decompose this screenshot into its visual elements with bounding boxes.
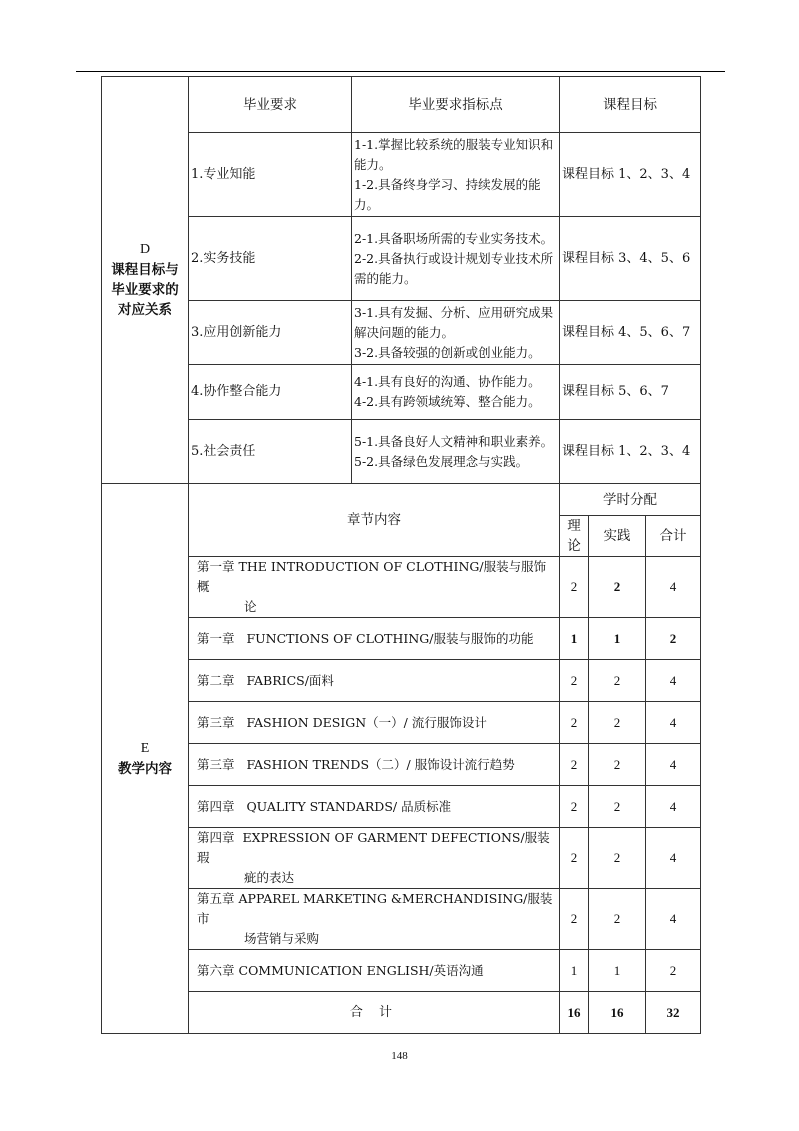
section-e-code: E <box>140 740 150 756</box>
chapter-number: 第一章 <box>197 630 235 646</box>
requirement-indicators <box>352 301 560 365</box>
requirement-goals: 课程目标 1、2、3、4 <box>560 133 701 217</box>
chapter-title <box>189 950 560 992</box>
theory-hours: 1 <box>560 950 589 992</box>
total-hours: 4 <box>646 744 701 786</box>
chapter-row <box>102 950 701 992</box>
chapter-number: 第五章 <box>197 891 235 906</box>
chapter-row <box>102 786 701 828</box>
requirement-goals: 课程目标 1、2、3、4 <box>560 420 701 484</box>
chapter-title <box>189 702 560 744</box>
section-d-header-row <box>102 77 701 133</box>
practice-hours: 2 <box>589 744 646 786</box>
practice-hours: 2 <box>589 660 646 702</box>
chapter-name: FABRICS/面料 <box>246 672 334 688</box>
chapter-title <box>189 744 560 786</box>
header-total: 合计 <box>646 516 701 557</box>
theory-hours: 1 <box>560 618 589 660</box>
requirement-indicators <box>352 133 560 217</box>
chapter-name: EXPRESSION OF GARMENT DEFECTIONS/服装瑕 <box>197 830 550 865</box>
total-hours: 2 <box>646 618 701 660</box>
page-number: 148 <box>391 1050 408 1062</box>
chapter-name: FASHION DESIGN（一）/ 流行服饰设计 <box>246 714 487 730</box>
chapter-title <box>189 889 560 950</box>
section-d-label <box>102 77 189 484</box>
indicator-text: 3-2.具备较强的创新或创业能力。 <box>354 344 541 360</box>
requirement-row <box>102 301 701 365</box>
theory-hours: 2 <box>560 889 589 950</box>
chapter-title <box>189 557 560 618</box>
header-chapter-content: 章节内容 <box>189 484 560 557</box>
chapter-name: FASHION TRENDS（二）/ 服饰设计流行趋势 <box>246 756 515 772</box>
theory-hours: 2 <box>560 702 589 744</box>
requirement-name: 3.应用创新能力 <box>189 301 352 365</box>
chapter-title <box>189 828 560 889</box>
indicator-text: 5-2.具备绿色发展理念与实践。 <box>354 453 529 469</box>
chapter-number: 第三章 <box>197 714 235 730</box>
total-all: 32 <box>646 992 701 1034</box>
indicator-text: 1-2.具备终身学习、持续发展的能力。 <box>354 176 541 212</box>
practice-hours: 1 <box>589 618 646 660</box>
chapter-name: APPAREL MARKETING &MERCHANDISING/服装市 <box>197 891 553 926</box>
total-hours: 4 <box>646 786 701 828</box>
requirement-name: 5.社会责任 <box>189 420 352 484</box>
requirement-row <box>102 420 701 484</box>
section-d-title-line-3: 对应关系 <box>118 302 172 318</box>
header-indicators: 毕业要求指标点 <box>352 77 560 133</box>
requirement-indicators <box>352 217 560 301</box>
theory-hours: 2 <box>560 557 589 618</box>
chapter-number: 第二章 <box>197 672 235 688</box>
section-d-title-line-1: 课程目标与 <box>111 262 179 278</box>
requirement-name: 1.专业知能 <box>189 133 352 217</box>
header-rule <box>76 71 725 72</box>
chapter-row <box>102 660 701 702</box>
requirement-goals: 课程目标 4、5、6、7 <box>560 301 701 365</box>
total-practice: 16 <box>589 992 646 1034</box>
total-hours: 4 <box>646 660 701 702</box>
indicator-text: 2-1.具备职场所需的专业实务技术。 <box>354 230 554 246</box>
indicator-text: 5-1.具备良好人文精神和职业素养。 <box>354 433 554 449</box>
theory-hours: 2 <box>560 660 589 702</box>
requirement-indicators <box>352 420 560 484</box>
chapter-name-continued: 疵的表达 <box>244 870 295 885</box>
total-row <box>102 992 701 1034</box>
practice-hours: 2 <box>589 828 646 889</box>
header-theory: 理论 <box>560 516 589 557</box>
header-goals: 课程目标 <box>560 77 701 133</box>
chapter-row <box>102 889 701 950</box>
chapter-number: 第六章 <box>197 962 235 978</box>
header-practice: 实践 <box>589 516 646 557</box>
total-hours: 4 <box>646 557 701 618</box>
indicator-text: 4-1.具有良好的沟通、协作能力。 <box>354 374 541 389</box>
chapter-name-continued: 场营销与采购 <box>244 931 320 946</box>
theory-hours: 2 <box>560 786 589 828</box>
chapter-name: FUNCTIONS OF CLOTHING/服装与服饰的功能 <box>246 630 534 646</box>
indicator-text: 1-1.掌握比较系统的服装专业知识和能力。 <box>354 136 554 172</box>
practice-hours: 2 <box>589 786 646 828</box>
theory-hours: 2 <box>560 828 589 889</box>
requirement-indicators <box>352 365 560 420</box>
chapter-number: 第一章 <box>197 559 235 574</box>
section-d-title-line-2: 毕业要求的 <box>111 282 179 298</box>
requirement-goals: 课程目标 3、4、5、6 <box>560 217 701 301</box>
practice-hours: 2 <box>589 889 646 950</box>
chapter-title <box>189 660 560 702</box>
requirement-name: 4.协作整合能力 <box>189 365 352 420</box>
requirement-goals: 课程目标 5、6、7 <box>560 365 701 420</box>
chapter-name: COMMUNICATION ENGLISH/英语沟通 <box>238 962 484 978</box>
practice-hours: 1 <box>589 950 646 992</box>
chapter-number: 第三章 <box>197 756 235 772</box>
course-table <box>101 76 701 1034</box>
practice-hours: 2 <box>589 557 646 618</box>
requirement-row <box>102 217 701 301</box>
chapter-number: 第四章 <box>197 830 235 845</box>
indicator-text: 3-1.具有发掘、分析、应用研究成果解决问题的能力。 <box>354 304 554 340</box>
section-e-title: 教学内容 <box>118 760 172 777</box>
total-hours: 4 <box>646 702 701 744</box>
chapter-title <box>189 786 560 828</box>
chapter-row <box>102 744 701 786</box>
requirement-name: 2.实务技能 <box>189 217 352 301</box>
total-label: 合 计 <box>189 992 560 1034</box>
requirement-row <box>102 365 701 420</box>
chapter-name-continued: 论 <box>244 599 257 614</box>
chapter-title <box>189 618 560 660</box>
chapter-row <box>102 828 701 889</box>
section-e-header-row <box>102 484 701 516</box>
header-requirement: 毕业要求 <box>189 77 352 133</box>
chapter-row <box>102 557 701 618</box>
indicator-text: 4-2.具有跨领域统筹、整合能力。 <box>354 394 541 409</box>
total-theory: 16 <box>560 992 589 1034</box>
indicator-text: 2-2.具备执行或设计规划专业技术所需的能力。 <box>354 250 554 286</box>
header-hours: 学时分配 <box>560 484 701 516</box>
total-hours: 4 <box>646 889 701 950</box>
section-e-label <box>102 484 189 1034</box>
chapter-name: THE INTRODUCTION OF CLOTHING/服装与服饰概 <box>197 559 547 594</box>
section-d-code: D <box>139 242 151 257</box>
total-hours: 4 <box>646 828 701 889</box>
chapter-name: QUALITY STANDARDS/ 品质标准 <box>246 798 452 814</box>
chapter-row <box>102 618 701 660</box>
requirement-row <box>102 133 701 217</box>
total-hours: 2 <box>646 950 701 992</box>
chapter-row <box>102 702 701 744</box>
theory-hours: 2 <box>560 744 589 786</box>
chapter-number: 第四章 <box>197 798 235 814</box>
practice-hours: 2 <box>589 702 646 744</box>
